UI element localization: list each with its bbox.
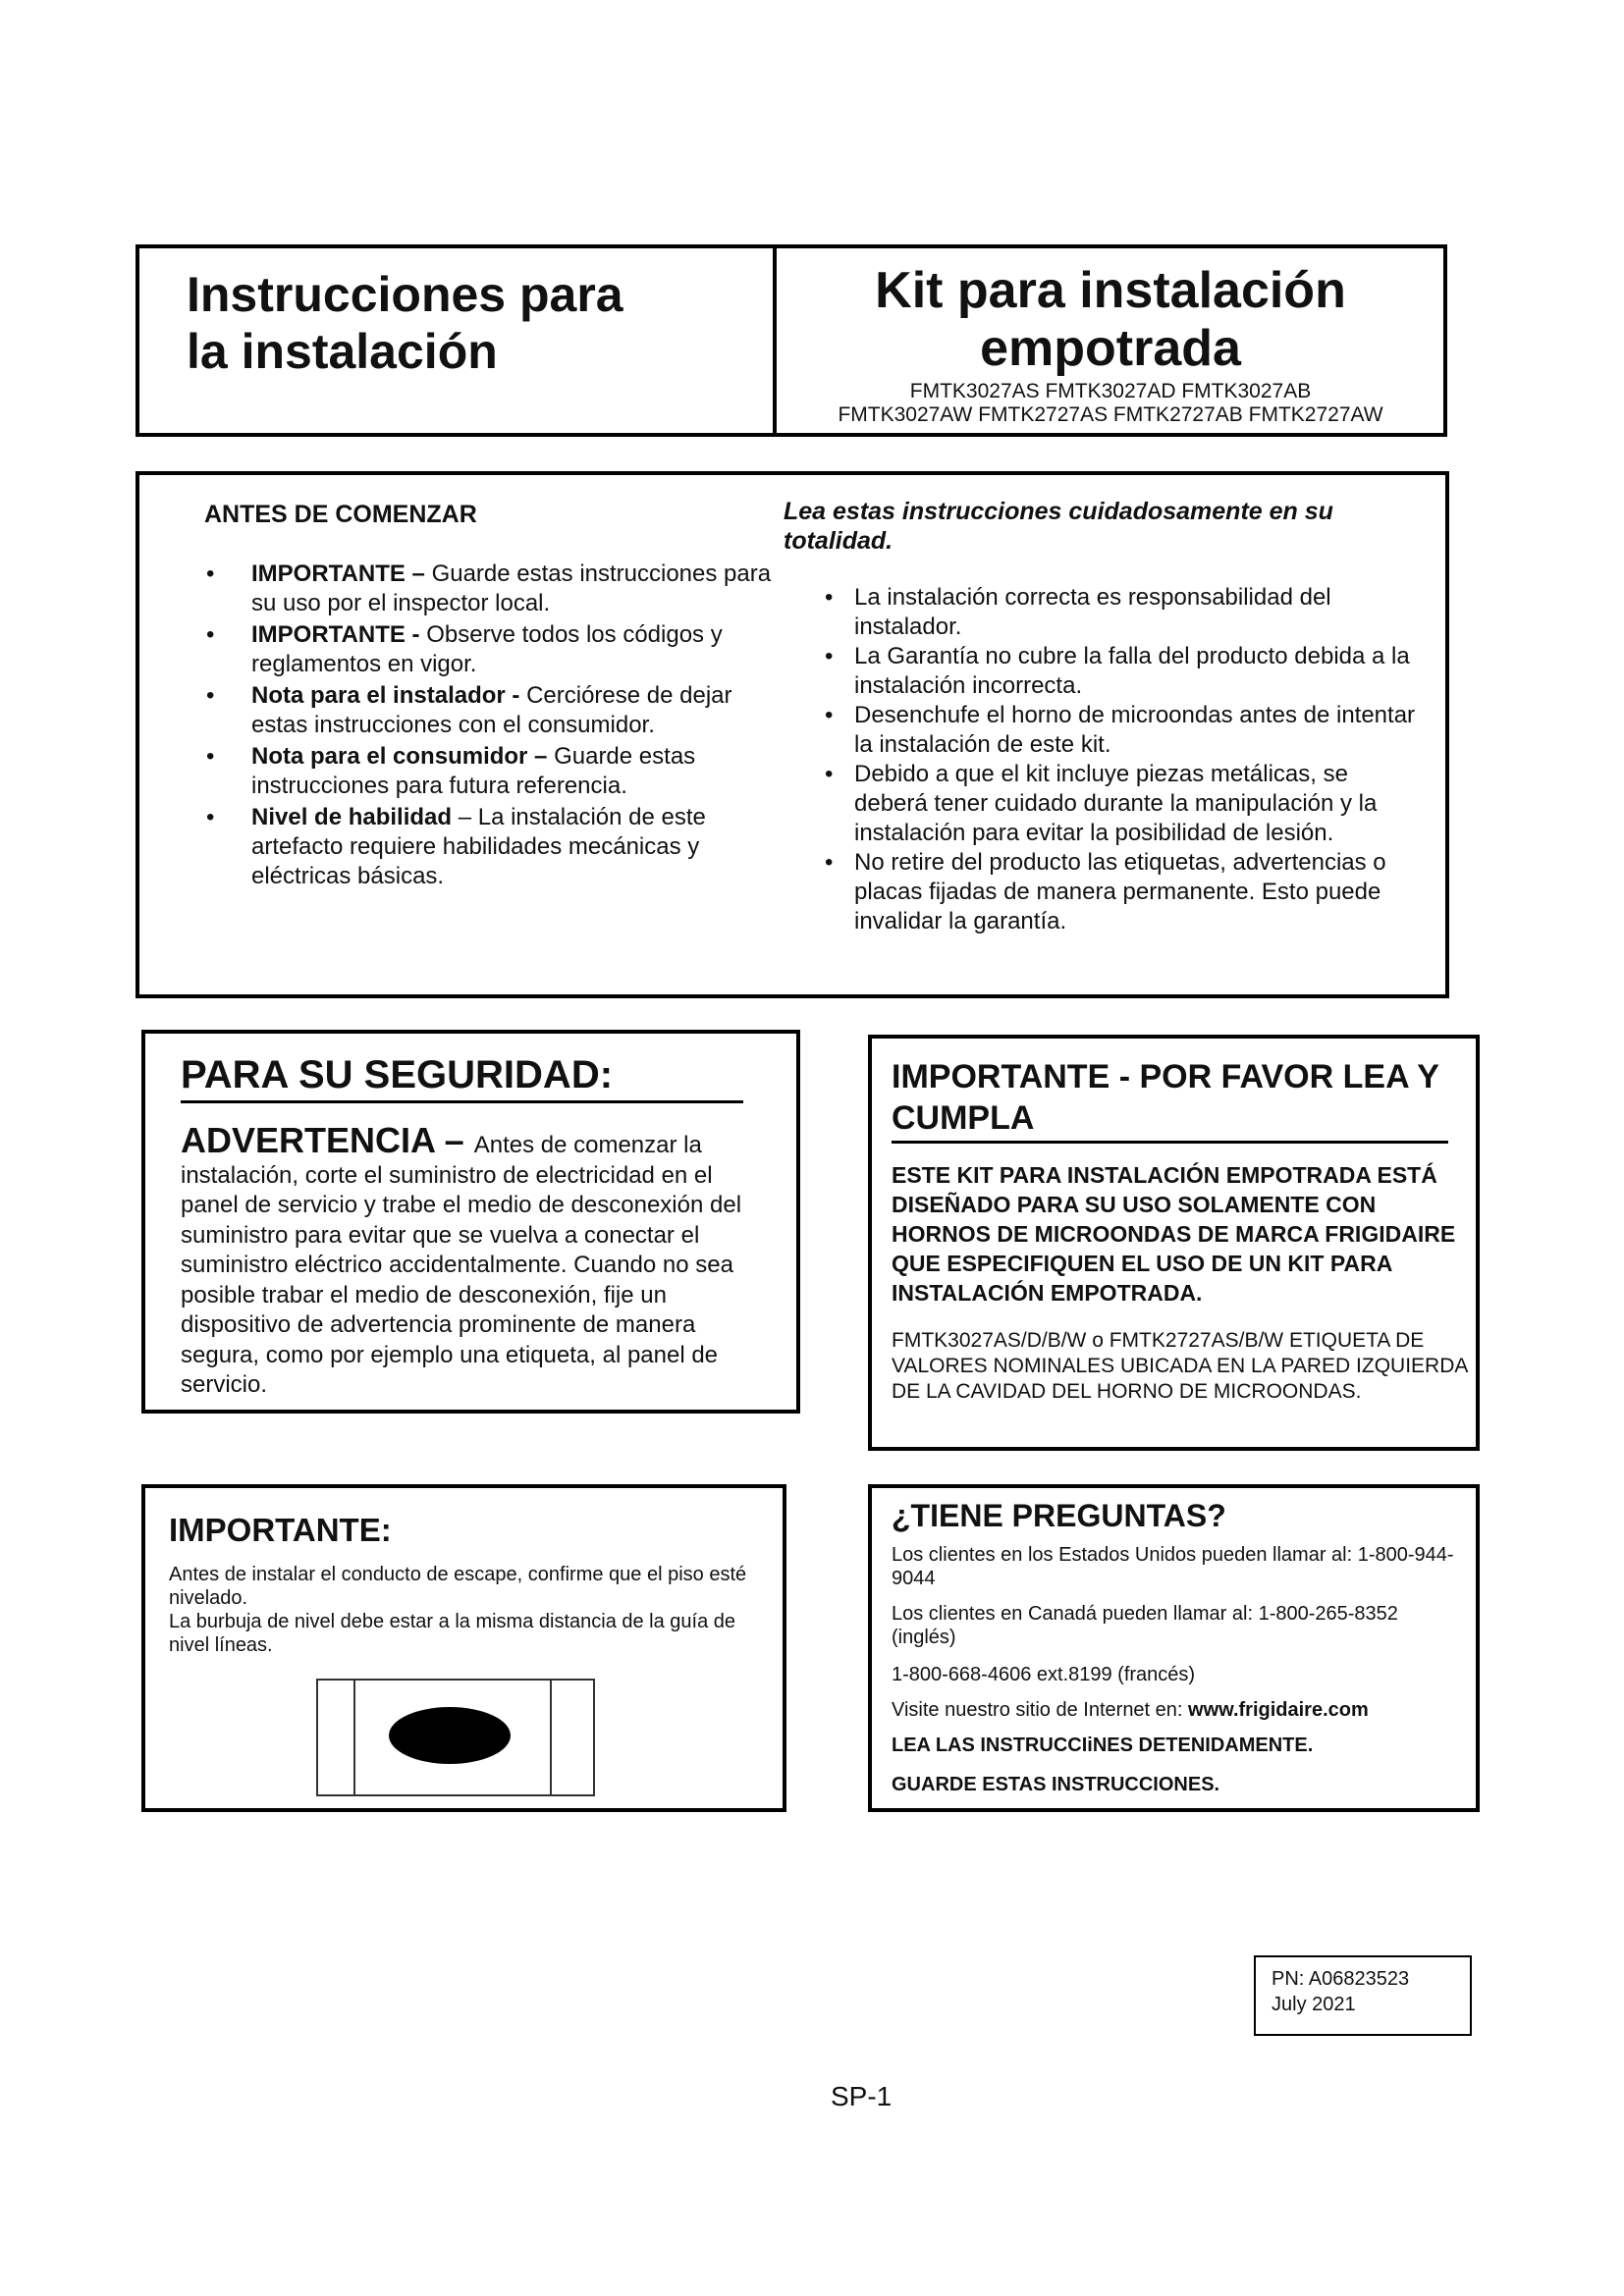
website-link[interactable]: www.frigidaire.com <box>1188 1699 1369 1721</box>
read-carefully-note: Lea estas instrucciones cuidadosamente en su totalidad. <box>784 498 1333 555</box>
bullet-icon: • <box>825 702 834 728</box>
level-bubble-icon <box>389 1707 511 1764</box>
bullet-icon: • <box>825 584 834 611</box>
kit-title <box>778 262 1443 378</box>
bullet-icon: • <box>206 682 215 709</box>
model-list-line-2: FMTK3027AW FMTK2727AS FMTK2727AB FMTK2727AW <box>838 403 1383 426</box>
list-item: • IMPORTANTE – Guarde estas instrucciones para su uso por el inspector local. <box>206 561 772 616</box>
list-item: • Nota para el consumidor – Guarde estas instrucciones para futura referencia. <box>206 743 696 799</box>
title-line-1: Instrucciones para <box>187 267 623 322</box>
keep-instructions-text: GUARDE ESTAS INSTRUCCIONES. <box>892 1774 1220 1795</box>
bullet-icon: • <box>825 643 834 669</box>
title-line-2: la instalación <box>187 324 498 379</box>
safety-box <box>141 1030 800 1414</box>
bullet-icon: • <box>825 849 834 876</box>
list-item: • Nota para el instalador - Cerciórese de dejar estas instrucciones con el consumidor. <box>206 682 732 738</box>
bullet-icon: • <box>206 561 215 587</box>
read-instructions-text: LEA LAS INSTRUCCIiNES DETENIDAMENTE. <box>892 1735 1314 1756</box>
important-level-text: Antes de instalar el conducto de escape, confirme que el piso esté nivelado. La burbuja de nivel debe estar a la misma distancia de la guía de nivel líneas. <box>169 1564 747 1656</box>
before-starting-heading: ANTES DE COMENZAR <box>204 501 477 528</box>
bullet-icon: • <box>206 804 215 830</box>
kit-title-line-1: Kit para instalación <box>875 262 1346 319</box>
bullet-icon: • <box>206 743 215 770</box>
part-number-box <box>1254 1955 1472 2036</box>
before-starting-box <box>135 471 1449 998</box>
important-read-box <box>868 1035 1480 1451</box>
bullet-icon: • <box>206 621 215 648</box>
safety-title: PARA SU SEGURIDAD: <box>181 1051 743 1103</box>
list-item: • IMPORTANTE - Observe todos los códigos y reglamentos en vigor. <box>206 621 723 677</box>
important-read-title: IMPORTANTE - POR FAVOR LEA Y CUMPLA <box>892 1056 1448 1144</box>
safety-warning-text: ADVERTENCIA – Antes de comenzar la instalación, corte el suministro de electricidad en el panel de servicio y trabe el medio de desconexión del suministro para evitar que se vuelva a conectar el suministro eléctrico accidentalmente. Cuando no sea posible trabar el medio de desconexión, fije un dispositivo de advertencia prominente de manera segura, como por ejemplo una etiqueta, al panel de servicio. <box>181 1120 742 1398</box>
revision-date: July 2021 <box>1272 1994 1356 2015</box>
list-item: • Desenchufe el horno de microondas antes de intentar la instalación de este kit. <box>825 702 1416 758</box>
important-read-body-text: FMTK3027AS/D/B/W o FMTK2727AS/B/W ETIQUETA DE VALORES NOMINALES UBICADA EN LA PARED IZQUIERDA DE LA CAVIDAD DEL HORNO DE MICROONDAS. <box>892 1329 1468 1403</box>
french-phone-text: 1-800-668-4606 ext.8199 (francés) <box>892 1664 1196 1685</box>
part-number: PN: A06823523 <box>1272 1968 1410 1990</box>
canada-phone-text: Los clientes en Canadá pueden llamar al: 1-800-265-8352 (inglés) <box>892 1603 1398 1648</box>
important-level-title: IMPORTANTE: <box>169 1512 392 1548</box>
list-item: • No retire del producto las etiquetas, advertencias o placas fijadas de manera permanente. Esto puede invalidar la garantía. <box>825 849 1386 934</box>
level-bubble-diagram <box>316 1679 595 1796</box>
header-divider <box>773 248 777 433</box>
questions-box <box>868 1484 1480 1812</box>
model-list-line-1: FMTK3027AS FMTK3027AD FMTK3027AB <box>909 380 1312 402</box>
list-item: • La instalación correcta es responsabilidad del instalador. <box>825 584 1331 640</box>
right-notes-list <box>825 583 1424 936</box>
bullet-icon: • <box>825 761 834 787</box>
important-level-box <box>141 1484 786 1812</box>
installation-instructions-title <box>187 266 623 380</box>
list-item: • Nivel de habilidad – La instalación de este artefacto requiere habilidades mecánicas y eléctricas básicas. <box>206 804 706 889</box>
website-text: Visite nuestro sitio de Internet en: www.frigidaire.com <box>892 1699 1369 1721</box>
list-item: • Debido a que el kit incluye piezas metálicas, se deberá tener cuidado durante la manipulación y la instalación para evitar la posibilidad de lesión. <box>825 761 1378 846</box>
kit-title-line-2: empotrada <box>980 320 1241 377</box>
header-box <box>135 244 1447 437</box>
page-number: SP-1 <box>831 2081 893 2111</box>
warning-label: ADVERTENCIA – <box>181 1120 474 1160</box>
list-item: • La Garantía no cubre la falla del producto debida a la instalación incorrecta. <box>825 643 1410 699</box>
level-guide-line-right <box>550 1681 552 1794</box>
level-guide-line-left <box>353 1681 355 1794</box>
left-notes-list <box>206 560 782 891</box>
questions-title: ¿TIENE PREGUNTAS? <box>892 1498 1226 1533</box>
important-read-bold-text: ESTE KIT PARA INSTALACIÓN EMPOTRADA ESTÁ DISEÑADO PARA SU USO SOLAMENTE CON HORNOS DE MICROONDAS DE MARCA FRIGIDAIRE QUE ESPECIFIQUEN EL USO DE UN KIT PARA INSTALACIÓN EMPOTRADA. <box>892 1162 1456 1306</box>
us-phone-text: Los clientes en los Estados Unidos pueden llamar al: 1-800-944-9044 <box>892 1544 1454 1589</box>
